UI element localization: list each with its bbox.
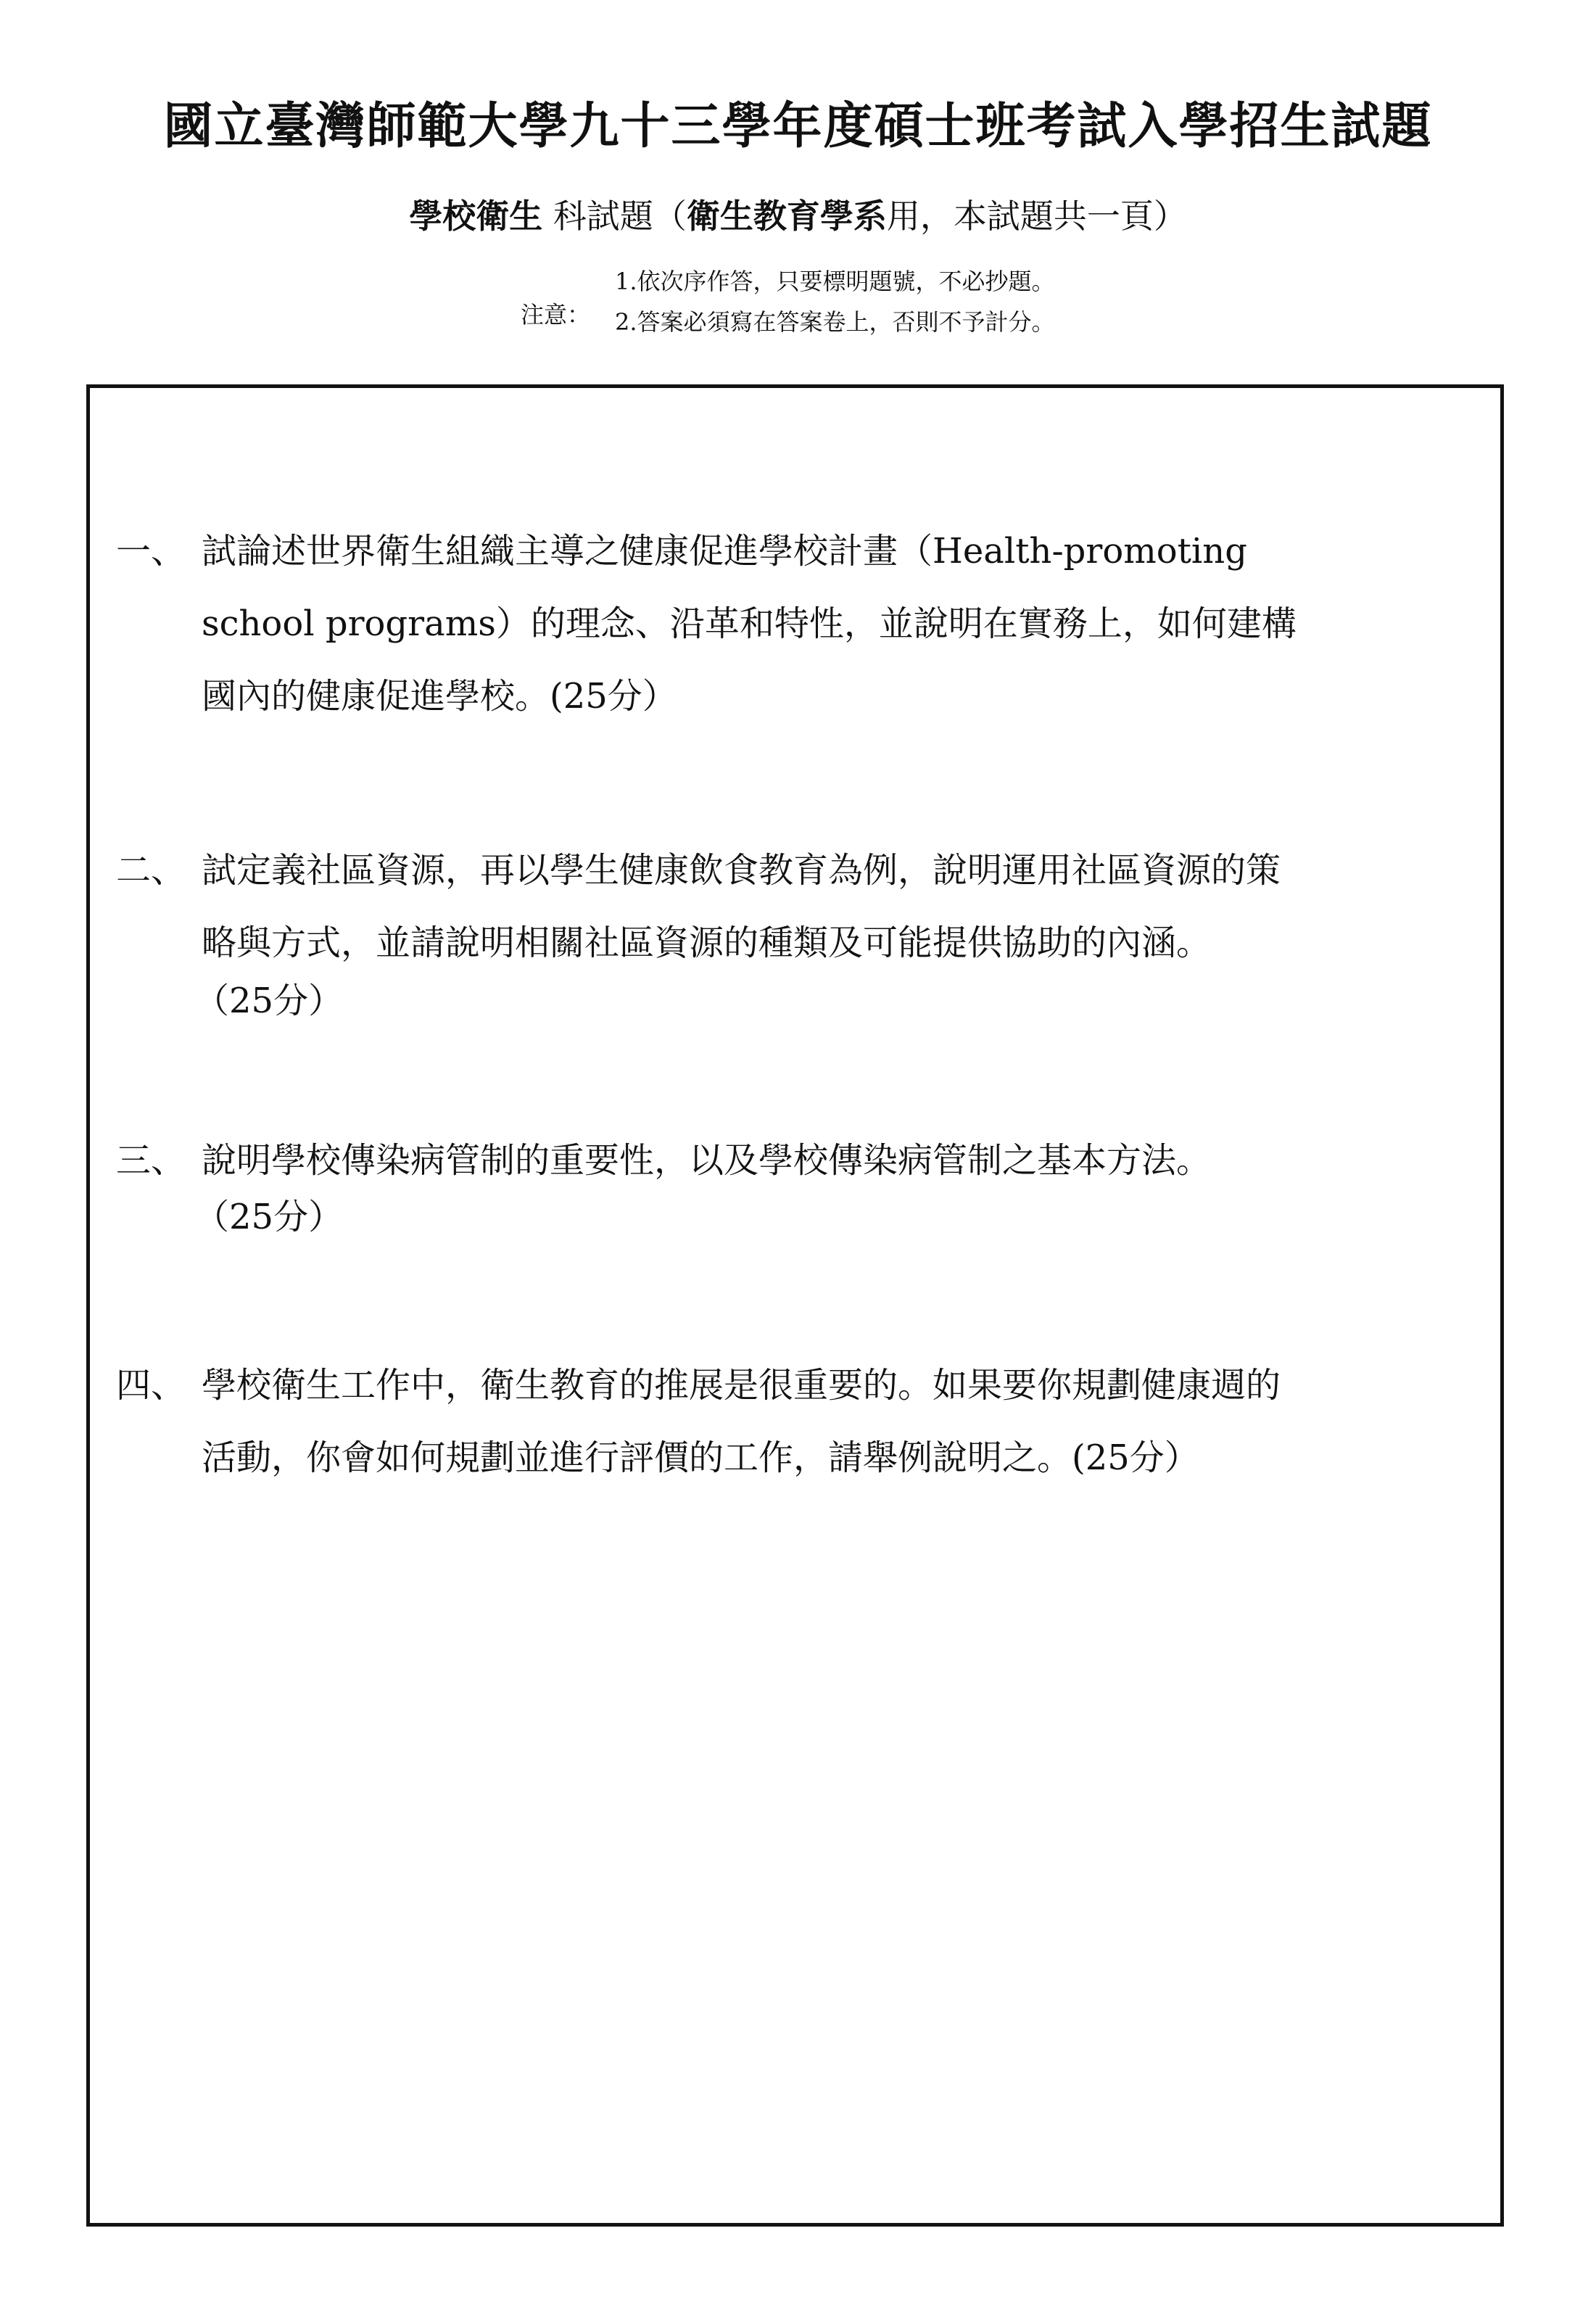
question-number: 四、: [116, 1365, 186, 1406]
question-line: 略與方式，並請說明相關社區資源的種類及可能提供協助的內涵。: [202, 923, 1212, 963]
exam-title: 國立臺灣師範大學九十三學年度碩士班考試入學招生試題: [163, 98, 1433, 155]
question-line: 說明學校傳染病管制的重要性，以及學校傳染病管制之基本方法。: [202, 1140, 1212, 1181]
question-line: 試定義社區資源，再以學生健康飲食教育為例，說明運用社區資源的策: [202, 850, 1281, 891]
question-line: 活動，你會如何規劃並進行評價的工作，請舉例說明之。(25分）: [202, 1437, 1199, 1478]
department-name: 衛生教育學系: [686, 197, 887, 236]
question-line: （25分）: [194, 1197, 344, 1237]
question-line: （25分）: [194, 981, 344, 1021]
question-number: 三、: [116, 1140, 186, 1181]
question-number: 二、: [116, 850, 186, 891]
instructions-label: 注意：: [521, 301, 591, 329]
subject-suffix: 科試題（: [553, 197, 687, 236]
exam-subtitle: [0, 190, 1596, 238]
instruction-item: 2.答案必須寫在答案卷上，否則不予計分。: [615, 308, 1055, 336]
instruction-item: 1.依次序作答，只要標明題號，不必抄題。: [615, 268, 1055, 295]
department-suffix: 用，本試題共一頁）: [886, 197, 1187, 236]
question-line: 學校衛生工作中，衛生教育的推展是很重要的。如果要你規劃健康週的: [202, 1365, 1281, 1406]
subject-name: 學校衛生: [409, 197, 543, 236]
question-line: 試論述世界衛生組織主導之健康促進學校計畫（Health-promoting: [202, 531, 1247, 572]
question-line: school programs）的理念、沿革和特性，並說明在實務上，如何建構: [202, 603, 1297, 644]
instructions-list: [615, 261, 1055, 342]
question-line: 國內的健康促進學校。(25分）: [202, 676, 677, 717]
question-number: 一、: [116, 531, 186, 572]
